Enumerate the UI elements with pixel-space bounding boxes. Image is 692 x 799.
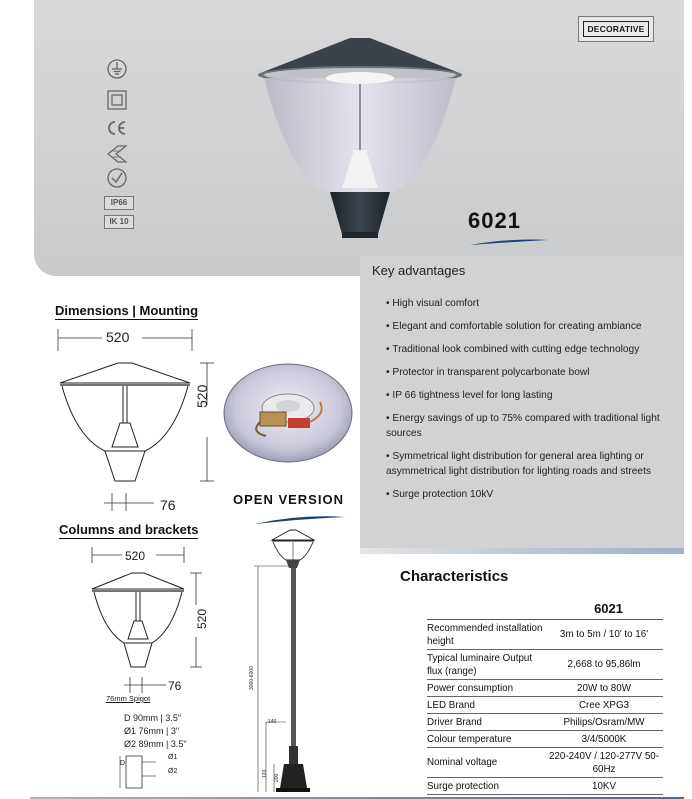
spec-value: 2,668 to 95,86lm	[545, 650, 663, 680]
spec-value: 3/4/5000K	[545, 731, 663, 748]
table-row	[427, 748, 663, 778]
table-row	[427, 620, 663, 650]
earth-ground-icon	[104, 58, 130, 80]
table-row	[427, 697, 663, 714]
diagram-o2-label: Ø2	[168, 768, 178, 775]
spec-value: 20W to 80W	[545, 680, 663, 697]
model-swoosh	[470, 236, 548, 246]
spec-value: 10KV	[545, 778, 663, 795]
table-row	[427, 731, 663, 748]
table-row	[427, 714, 663, 731]
columns-spigot-len-label: 76	[168, 679, 182, 693]
spigot-label: 76mm Spigot	[106, 694, 151, 703]
spec-value: 3m to 5m / 10' to 16'	[545, 620, 663, 650]
pole-base-a-label: 120	[262, 769, 268, 778]
spigot-d-line: D 90mm | 3.5"	[124, 713, 182, 723]
spec-key: LED Brand	[427, 697, 545, 714]
key-advantages-list	[386, 296, 676, 510]
advantages-stripe	[360, 548, 684, 554]
advantage-item: • IP 66 tightness level for long lasting	[386, 390, 553, 401]
table-row	[427, 778, 663, 795]
spec-key: Recommended installation height	[427, 620, 545, 650]
pole-door-label: 140	[268, 719, 277, 725]
table-row	[427, 680, 663, 697]
model-column-header: 6021	[427, 598, 663, 620]
glow-wire-icon	[104, 143, 130, 165]
pole-drawing	[246, 526, 326, 796]
columns-width-label: 520	[125, 549, 146, 563]
characteristics-title: Characteristics	[400, 568, 509, 585]
spec-value: Philips/Osram/MW	[545, 714, 663, 731]
spec-value: 220-240V / 120-277V 50-60Hz	[545, 748, 663, 778]
key-advantages-title: Key advantages	[372, 263, 466, 278]
led-module-photo	[222, 362, 354, 464]
table-row	[427, 650, 663, 680]
diagram-d-label: D	[120, 760, 126, 767]
advantage-item: • Energy savings of up to 75% compared with traditional light sources	[386, 413, 660, 439]
badge-label: DECORATIVE	[583, 21, 649, 37]
advantage-item: • Elegant and comfortable solution for creating ambiance	[386, 321, 642, 332]
hero-lamp-image	[250, 30, 470, 245]
advantage-item: • Surge protection 10kV	[386, 489, 494, 500]
dimensions-title: Dimensions | Mounting	[55, 303, 199, 318]
diagram-o1-label: Ø1	[168, 754, 178, 761]
spigot-o2-line: Ø2 89mm | 3.5"	[124, 739, 187, 749]
ik-rating-label: IK 10	[104, 215, 134, 229]
spec-key: Driver Brand	[427, 714, 545, 731]
decorative-badge	[578, 16, 654, 42]
open-version-swoosh	[255, 513, 345, 525]
spec-value: Cree XPG3	[545, 697, 663, 714]
advantage-item: • High visual comfort	[386, 298, 480, 309]
pole-base-b-label: 200	[274, 773, 280, 782]
characteristics-table	[427, 598, 663, 795]
advantage-item: • Protector in transparent polycarbonate bowl	[386, 367, 590, 378]
open-version-title: OPEN VERSION	[233, 492, 344, 507]
spigot-diagram	[112, 752, 192, 792]
ip-rating-label: IP66	[104, 196, 134, 210]
class-ii-icon	[104, 89, 130, 111]
model-number: 6021	[468, 208, 521, 233]
spec-key: Power consumption	[427, 680, 545, 697]
columns-brackets-title: Columns and brackets	[59, 522, 199, 537]
tested-seal-icon	[104, 167, 130, 189]
dimensions-drawing	[50, 325, 220, 515]
columns-height-label: 520	[195, 608, 209, 629]
dimension-width-label: 520	[106, 329, 130, 345]
pole-height-label: 3000-6000	[249, 666, 255, 690]
spec-key: Typical luminaire Output flux (range)	[427, 650, 545, 680]
advantage-item: • Traditional look combined with cutting edge technology	[386, 344, 640, 355]
spec-key: Surge protection	[427, 778, 545, 795]
dimension-height-label: 520	[194, 384, 210, 408]
spec-key: Colour temperature	[427, 731, 545, 748]
table-header-row	[427, 598, 663, 620]
dimension-spigot-label: 76	[160, 497, 176, 513]
spigot-o1-line: Ø1 76mm | 3"	[124, 726, 180, 736]
spec-key: Nominal voltage	[427, 748, 545, 778]
advantage-item: • Symmetrical light distribution for general area lighting or asymmetrical light distribution for lighting roads and streets	[386, 451, 651, 477]
ce-mark-icon	[104, 117, 130, 139]
